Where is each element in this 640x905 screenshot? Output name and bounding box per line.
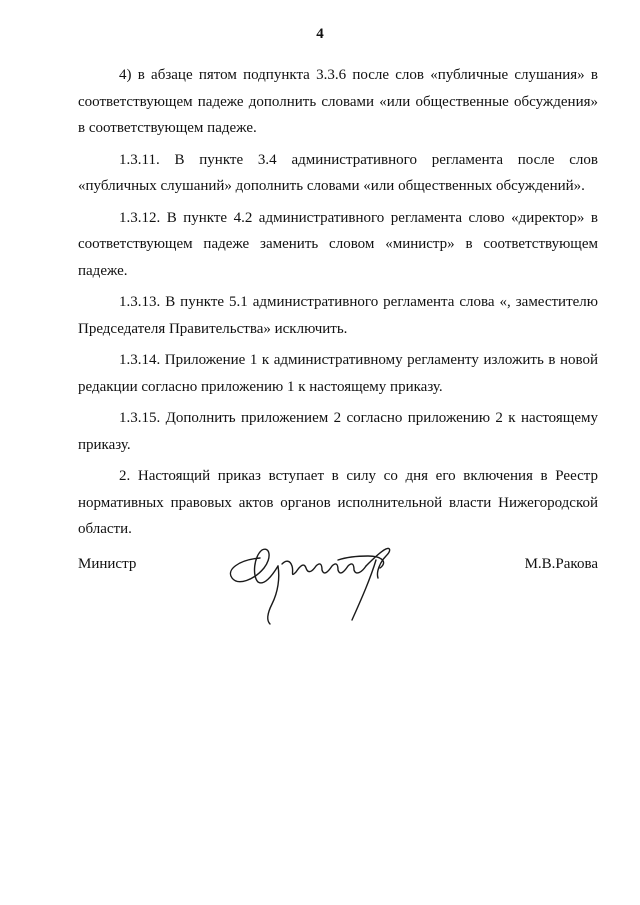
document-body: [78, 62, 598, 548]
handwritten-signature: [220, 520, 460, 630]
paragraph-1-3-15: 1.3.15. Дополнить приложением 2 согласно приложению 2 к настоящему приказу.: [78, 410, 598, 453]
paragraph-1-3-13: 1.3.13. В пункте 5.1 административного регламента слова «, заместителю Председателя Правительства» исключить.: [78, 294, 598, 337]
paragraph-1-3-14: 1.3.14. Приложение 1 к административному регламенту изложить в новой редакции согласно приложению 1 к настоящему приказу.: [78, 352, 598, 395]
paragraph-1-3-11: 1.3.11. В пункте 3.4 административного регламента после слов «публичных слушаний» дополнить словами «или общественных обсуждений».: [78, 151, 598, 194]
signature-block: [78, 520, 598, 630]
paragraph-4-abzats: 4) в абзаце пятом подпункта 3.3.6 после слов «публичные слушания» в соответствующем падеже дополнить словами «или общественные обсуждения» в соответствующем падеже.: [78, 67, 598, 136]
signatory-position: Министр: [78, 556, 137, 572]
paragraph-1-3-12: 1.3.12. В пункте 4.2 административного регламента слово «директор» в соответствующем падеже заменить словом «министр» в соответствующем падеже.: [78, 209, 598, 279]
signatory-name: М.В.Ракова: [524, 556, 598, 572]
paragraph-2-entry-into-force: 2. Настоящий приказ вступает в силу со дня его включения в Реестр нормативных правовых актов органов исполнительной власти Нижегородской области.: [78, 468, 598, 537]
page-number: 4: [316, 26, 324, 42]
